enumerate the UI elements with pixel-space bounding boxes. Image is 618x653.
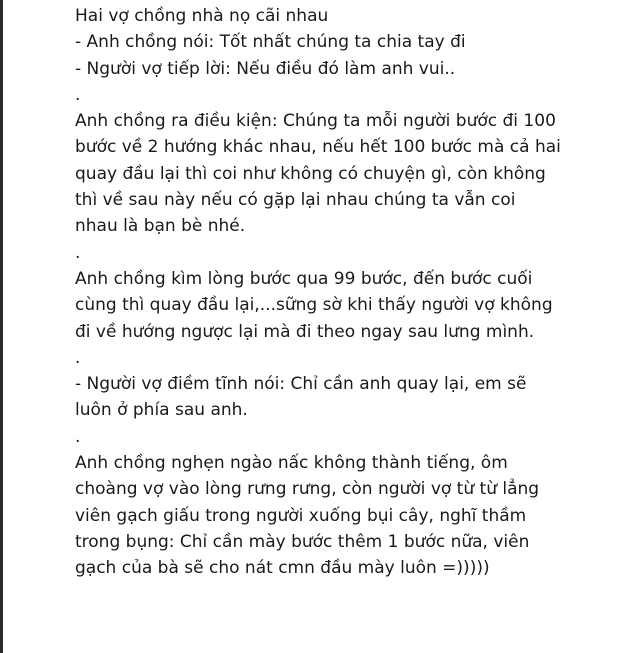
separator-dot: . [75,242,81,263]
text-line: gạch của bà sẽ cho nát cmn đầu mày luôn =))))) [75,558,490,579]
text-line: - Người vợ tiếp lời: Nếu điều đó làm anh vui.. [75,58,456,79]
separator-dot: . [75,84,81,105]
text-line: nhau là bạn bè nhé. [75,216,246,237]
text-line: Anh chồng nghẹn ngào nấc không thành tiếng, ôm [75,453,508,474]
text-line: quay đầu lại thì coi như không có chuyện gì, còn không [75,163,546,184]
text-line: cùng thì quay đầu lại,...sững sờ khi thấy người vợ không [75,295,553,316]
separator-dot: . [75,426,81,447]
story-text [75,3,605,582]
text-line: Anh chồng kìm lòng bước qua 99 bước, đến bước cuối [75,268,533,289]
text-line: Anh chồng ra điều kiện: Chúng ta mỗi người bước đi 100 [75,111,556,132]
text-line: luôn ở phía sau anh. [75,400,248,421]
text-line: choàng vợ vào lòng rưng rưng, còn người vợ từ từ lẳng [75,479,540,500]
text-line: - Anh chồng nói: Tốt nhất chúng ta chia tay đi [75,32,466,53]
text-line: viên gạch giấu trong người xuống bụi cây, nghĩ thầm [75,505,527,526]
text-line: thì về sau này nếu có gặp lại nhau chúng ta vẫn coi [75,190,516,211]
text-line: trong bụng: Chỉ cần mày bước thêm 1 bước nữa, viên [75,531,530,552]
text-line: Hai vợ chồng nhà nọ cãi nhau [75,6,329,26]
text-line: bước về 2 hướng khác nhau, nếu hết 100 bước mà cả hai [75,137,561,158]
separator-dot: . [75,347,81,368]
text-line: - Người vợ điềm tĩnh nói: Chỉ cần anh quay lại, em sẽ [75,374,527,395]
text-line: đi về hướng ngược lại mà đi theo ngay sau lưng mình. [75,321,535,342]
